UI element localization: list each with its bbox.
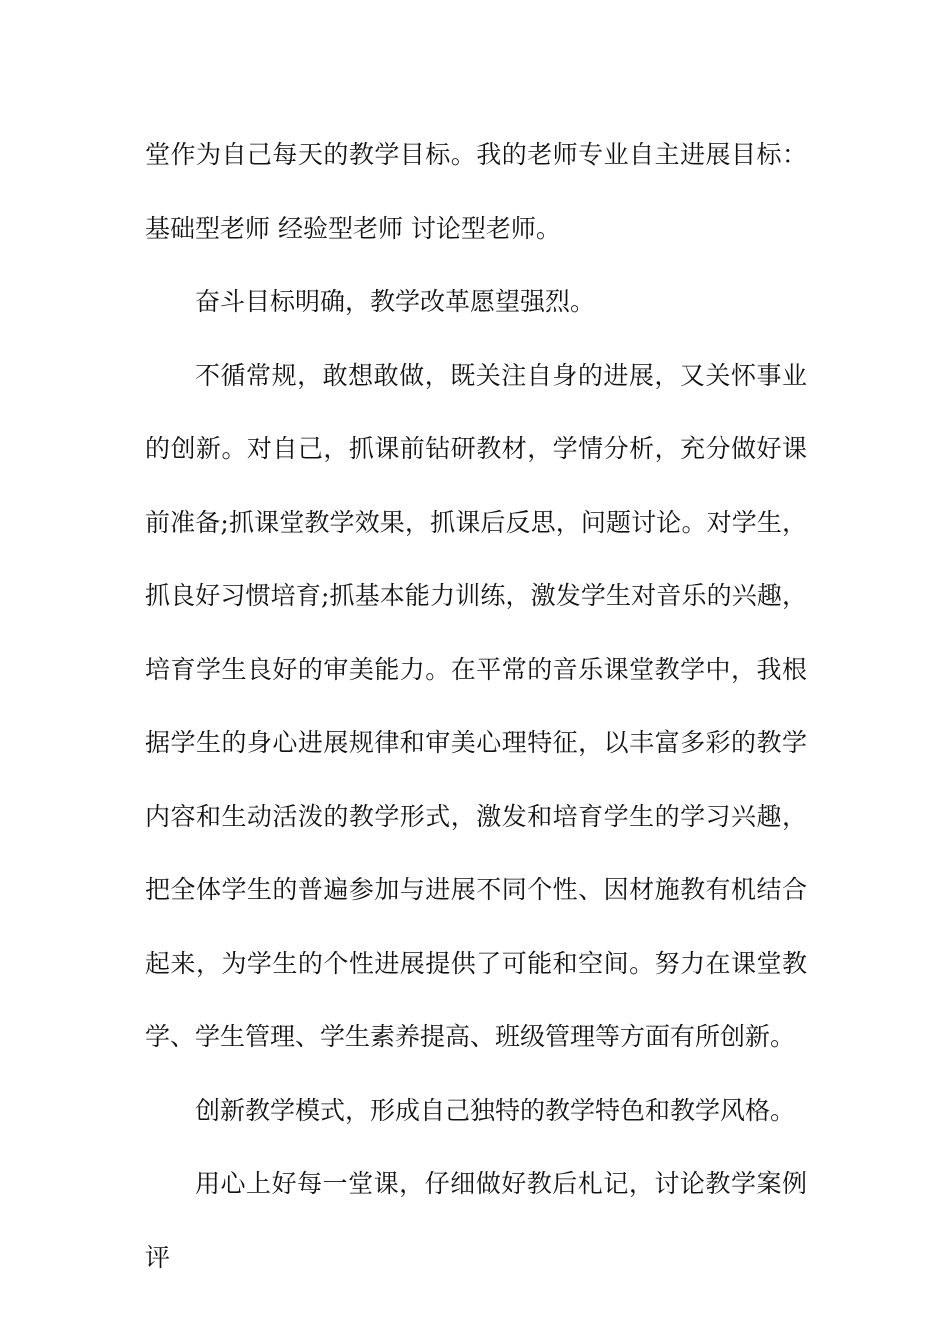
paragraph-3: 不循常规，敢想敢做，既关注自身的进展，又关怀事业的创新。对自己，抓课前钻研教材，学情分析，充分做好课前准备;抓课堂教学效果，抓课后反思，问题讨论。对学生，抓良好习惯培育;抓基本能力训练，激发学生对音乐的兴趣，培育学生良好的审美能力。在平常的音乐课堂教学中，我根据学生的身心进展规律和审美心理特征，以丰富多彩的教学内容和生动活泼的教学形式，激发和培育学生的学习兴趣，把全体学生的普遍参加与进展不同个性、因材施教有机结合起来，为学生的个性进展提供了可能和空间。努力在课堂教学、学生管理、学生素养提高、班级管理等方面有所创新。 [145, 360, 807, 1051]
paragraph-1: 堂作为自己每天的教学目标。我的老师专业自主进展目标：基础型老师 经验型老师 讨论型老师。 [145, 140, 807, 243]
paragraph-4: 创新教学模式，形成自己独特的教学特色和教学风格。 [195, 1095, 796, 1125]
paragraph-5: 用心上好每一堂课，仔细做好教后札记，讨论教学案例评 [145, 1169, 807, 1272]
body-text [145, 118, 807, 1294]
paragraph-2: 奋斗目标明确，教学改革愿望强烈。 [195, 287, 596, 316]
